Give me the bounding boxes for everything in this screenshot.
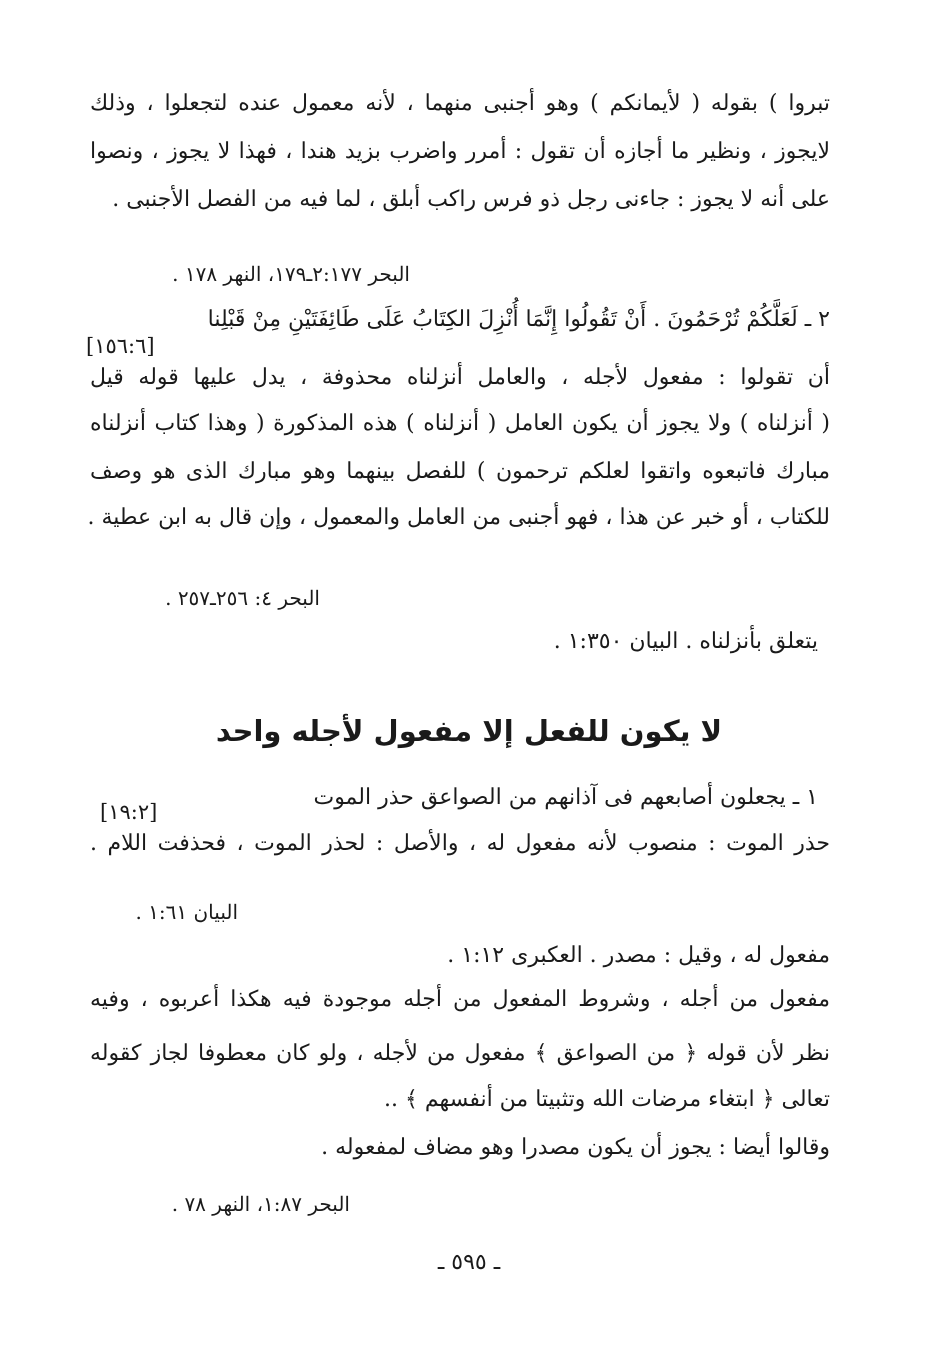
quran-verse: ١ ـ يجعلون أصابعهم فى آذانهم من الصواعق حذر الموت bbox=[313, 785, 818, 810]
text-line: مبارك فاتبعوه واتقوا لعلكم ترحمون ) للفصل بينهما وهو مبارك الذى هو وصف bbox=[90, 459, 830, 484]
text-line: تبروا ) بقوله ( لأيمانكم ) وهو أجنبى منهما ، لأنه معمول عنده لتجعلوا ، وذلك bbox=[90, 91, 830, 116]
text-line: حذر الموت : منصوب لأنه مفعول له ، والأصل : لحذر الموت ، فحذفت اللام . bbox=[90, 831, 830, 856]
text-line: نظر لأن قوله ﴿ من الصواعق ﴾ مفعول من لأجله ، ولو كان معطوفا لجاز كقوله bbox=[90, 1041, 830, 1066]
source-citation: البحر ٤: ٢٥٦ـ٢٥٧ . bbox=[165, 586, 320, 610]
text-line: ( أنزلناه ) ولا يجوز أن يكون العامل ( أنزلناه ) هذه المذكورة ( وهذا كتاب أنزلناه bbox=[90, 411, 830, 436]
verse-reference: [١٥٦:٦] bbox=[86, 334, 155, 358]
source-citation: البحر ٢:١٧٧ـ١٧٩، النهر ١٧٨ . bbox=[172, 262, 410, 286]
section-heading: لا يكون للفعل إلا مفعول لأجله واحد bbox=[215, 714, 723, 748]
text-line: مفعول له ، وقيل : مصدر . العكبرى ١:١٢ . bbox=[447, 943, 830, 968]
text-line: لايجوز ، ونظير ما أجازه أن تقول : أمرر واضرب بزيد هندا ، فهذا لا يجوز ، ونصوا bbox=[90, 139, 830, 164]
text-line: على أنه لا يجوز : جاءنى رجل ذو فرس راكب أبلق ، لما فيه من الفصل الأجنبى . bbox=[112, 187, 830, 212]
text-line: وقالوا أيضا : يجوز أن يكون مصدرا وهو مضاف لمفعوله . bbox=[321, 1135, 830, 1160]
text-line: تعالى ﴿ ابتغاء مرضات الله وتثبيتا من أنفسهم ﴾ .. bbox=[384, 1087, 830, 1112]
text-line: مفعول من أجله ، وشروط المفعول من أجله موجودة فيه هكذا أعربوه ، وفيه bbox=[90, 987, 830, 1012]
note-line: يتعلق بأنزلناه . البيان ١:٣٥٠ . bbox=[553, 629, 818, 654]
text-line: أن تقولوا : مفعول لأجله ، والعامل أنزلناه محذوفة ، يدل عليها قوله قيل bbox=[90, 365, 830, 390]
source-citation: البحر ١:٨٧، النهر ٧٨ . bbox=[171, 1192, 350, 1216]
text-line: للكتاب ، أو خبر عن هذا ، فهو أجنبى من العامل والمعمول ، وإن قال به ابن عطية . bbox=[87, 505, 830, 530]
source-citation: البيان ١:٦١ . bbox=[135, 900, 238, 924]
verse-reference: [١٩:٢] bbox=[100, 800, 158, 824]
page-number: ـ ٥٩٥ ـ bbox=[437, 1250, 501, 1275]
quran-verse: ٢ ـ لَعَلَّكُمْ تُرْحَمُونَ . أَنْ تَقُولُوا إِنَّمَا أُنْزِلَ الكِتَابُ عَلَى طَائِفَتَيْنِ مِنْ قَبْلِنا bbox=[207, 307, 830, 332]
